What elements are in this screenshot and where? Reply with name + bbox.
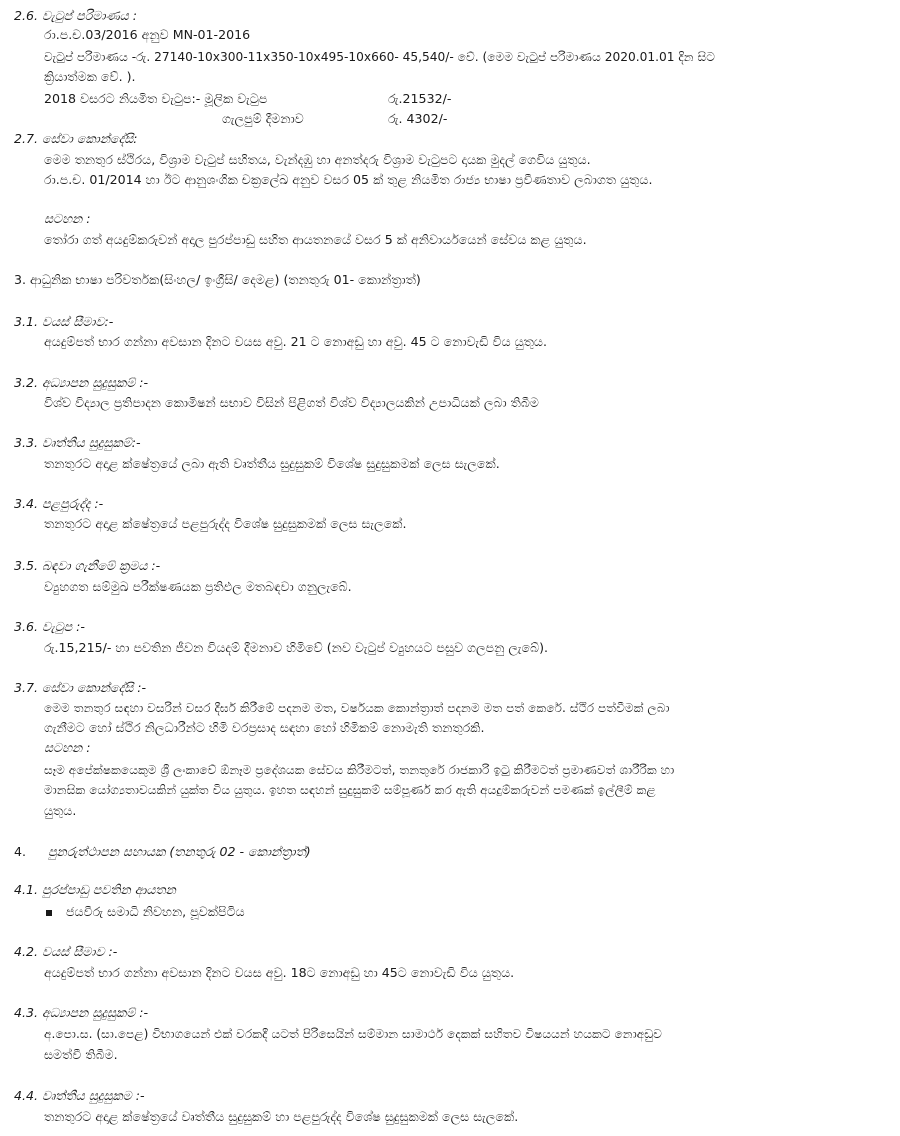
section-3-7-text-2: ගැනීමට හෝ ස්ථිර නිලධාරීන්ට හිමි වරප්‍රසාද සඳහා හෝ හිමිකම් නොමැති තනතුරකි. [44, 720, 485, 735]
section-2-6-heading: 2.6. වැටුප් පරිමාණය : [14, 8, 137, 23]
note-text: තෝරා ගත් අයදුම්කරුවන් අදාල පුරප්පාඩු සහිත ආයතනයේ වසර 5 ක් අනිවාර්යයෙන් සේවය කළ යුතුය. [44, 232, 587, 247]
section-3-5-text: ව්‍යුහගත සම්මුඛ පරීක්ෂණයක ප්‍රතිඵල මතබඳවා ගනුලැබේ. [44, 579, 352, 594]
section-4-4-heading: 4.4. වෘත්තීය සුදුසුකම :- [14, 1088, 145, 1103]
section-4-1-item [46, 902, 245, 922]
service-condition-line-1: මෙම තනතුර ස්ථිරය, විශ්‍රාම වැටුප් සහිතය, වැන්දඹු හා අනත්දරු විශ්‍රාම වැටුපට දායක මුදල් ගෙවිය යුතුය. [44, 152, 591, 167]
section-3-3-text: තනතුරට අදාළ ක්ෂේත්‍රයේ ලබා ඇති වෘත්තීය සුදුසුකම් විශේෂ සුදුසුකමක් ලෙස සැලකේ. [44, 456, 500, 471]
institution-name: ජයවීරු සමාධි නිවහන, පූවක්පිටිය [66, 904, 245, 919]
section-3-1-text: අයදුම්පත් භාර ගන්නා අවසාන දිනට වයස අවු. 21 ට නොඅඩු හා අවු. 45 ට නොවැඩි විය යුතුය. [44, 334, 547, 349]
section-4-2-text: අයදුම්පත් භාර ගන්නා අවසාන දිනට වයස අවු. 18ට නොඅඩු හා 45ට නොවැඩි විය යුතුය. [44, 965, 515, 980]
allowance-value: රු. 4302/- [388, 111, 448, 126]
section-3-2-heading: 3.2. අධ්‍යාපන සුදුසුකම් :- [14, 375, 149, 390]
basic-salary-label: 2018 වසරට නියමිත වැටුප:- මූලික වැටුප [44, 91, 268, 106]
section-3-6-heading: 3.6. වැටුප :- [14, 619, 85, 634]
section-3-4-text: තනතුරට අදාළ ක්ෂේත්‍රයේ පළපුරුද්ද විශේෂ සුදුසුකමක් ලෙස සැලකේ. [44, 516, 407, 531]
section-4-4-text: තනතුරට අදාළ ක්ෂේත්‍රයේ වෘත්තීය සුදුසුකම් හා පළපුරුද්ද විශේෂ සුදුසුකමක් ලෙස සැලකේ. [44, 1109, 519, 1124]
section-3-3-heading: 3.3. වෘත්තීය සුදුසුකම්:- [14, 435, 141, 450]
section-4-title: පුනරුත්ථාපන සහායක (තනතුරු 02 - කොන්ත්‍රාත්) [48, 844, 311, 859]
basic-salary-value: රු.21532/- [388, 91, 452, 106]
section-4-1-heading: 4.1. පුරප්පාඩු පවතින ආයතන [14, 882, 176, 897]
section-4-3-text-2: සමත්වී තිබීම. [44, 1047, 118, 1062]
section-3-7-note-3: යුතුය. [44, 803, 77, 818]
section-3-7-heading: 3.7. සේවා කොන්දේසි :- [14, 680, 147, 695]
section-3-1-heading: 3.1. වයස් සීමාව:- [14, 314, 114, 329]
bullet-icon [46, 910, 52, 916]
section-3-7-note-1: සෑම අපේක්ෂකයෙකුම ශ්‍රී ලංකාවේ ඕනෑම ප්‍රදේශයක සේවය කිරීමටත්, තනතුරේ රාජකාරි ඉටු කිරීමටත් ප්‍රමාණවත් ශාරීරික හා [44, 763, 675, 777]
allowance-label: ගැලපුම් දීමනාව [222, 111, 304, 126]
section-3-5-heading: 3.5. බඳවා ගැනීමේ ක්‍රමය :- [14, 558, 161, 573]
section-3-title: 3. ආධුනික භාෂා පරිවර්තක(සිංහල/ ඉංග්‍රීසි/ දෙමළ) (තනතුරු 01- කොන්ත්‍රාත්) [14, 272, 421, 287]
salary-scale-line: වැටුප් පරිමාණය -රු. 27140-10x300-11x350-10x495-10x660- 45,540/- වේ. (මෙම වැටුප් පරිමාණය 2020.01.01 දින සිට [44, 50, 716, 64]
section-4-2-heading: 4.2. වයස් සීමාව :- [14, 944, 118, 959]
section-3-2-text: විශ්ව විද්‍යාල ප්‍රතිපාදන කොමිෂන් සභාව විසින් පිළිගත් විශ්ව විද්‍යාලයකින් උපාධියක් ලබා තිබීම [44, 395, 539, 410]
section-3-7-note-2: මානසික යෝග්‍යතාවයකින් යුක්ත විය යුතුය. ඉහත සඳහන් සුදුසුකම් සම්පූර්ණ කර ඇති අයදුම්කරුවන් පමණක් ඉල්ලීම් කළ [44, 783, 656, 797]
section-3-6-text: රු.15,215/- හා පවතින ජීවන වියදම් දීමනාව හිමිවේ (නව වැටුප් ව්‍යුහයට පසුව ගලපනු ලැබේ). [44, 640, 549, 655]
salary-scale-line-2: ක්‍රියාත්මක වේ. ). [44, 69, 136, 84]
salary-circular-line: රා.ප.ච.03/2016 අනුව MN-01-2016 [44, 27, 251, 42]
section-3-7-note-label: සටහන : [44, 740, 91, 755]
service-condition-line-2: රා.ප.ච. 01/2014 හා ඊට ආනුශංගික චක්‍රලේඛ අනුව වසර 05 ක් තුළ නියමිත රාජ්‍ය භාෂා ප්‍රවීණතාව ලබාගත යුතුය. [44, 172, 653, 187]
section-3-4-heading: 3.4. පළපුරුද්ද :- [14, 496, 104, 511]
section-2-7-heading: 2.7. සේවා කොන්දේසි: [14, 131, 138, 146]
section-3-7-text-1: මෙම තනතුර සඳහා වසරින් වසර දීර්ඝ කිරීමේ පදනම මත, වර්ෂයක කොන්ත්‍රාත් පදනම මත පත් කෙරේ. ස්ථිර පත්වීමක් ලබා [44, 701, 670, 715]
section-4-number: 4. [14, 844, 27, 859]
note-label: සටහන : [44, 211, 91, 226]
section-4-3-heading: 4.3. අධ්‍යාපන සුදුසුකම් :- [14, 1005, 149, 1020]
section-4-3-text-1: අ.පො.ස. (සා.පෙළ) විභාගයෙන් එක් වරකදී යටත් පිරිසෙයින් සම්මාන සාමාර්ථ දෙකක් සහිතව විෂයයන් හයකට නොඅඩුව [44, 1027, 663, 1041]
